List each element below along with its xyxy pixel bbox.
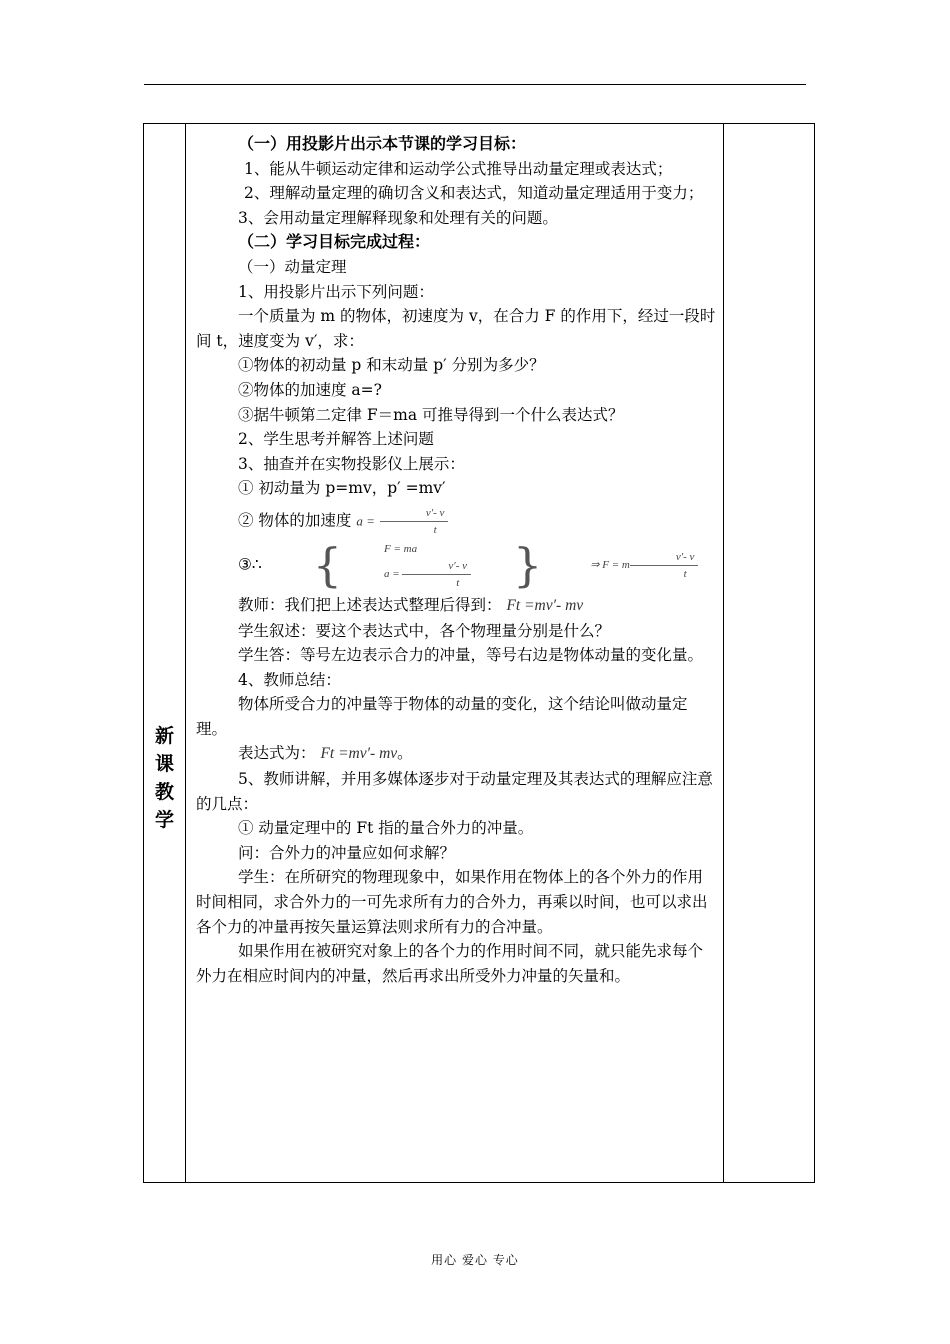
paragraph: 学生叙述：要这个表达式中，各个物理量分别是什么？	[238, 621, 611, 640]
column-divider	[723, 124, 724, 1182]
paragraph: 学生：在所研究的物理现象中，如果作用在物体上的各个外力的作用时间相同，求合外力的一可先求所有力的合外力，再乘以时间，也可以求出各个力的冲量再按矢量运算法则求所有力的合冲量。	[196, 868, 708, 936]
paragraph: 3、抽查并在实物投影仪上展示：	[238, 454, 465, 473]
paragraph: 2、学生思考并解答上述问题	[238, 430, 434, 449]
paragraph: 1、用投影片出示下列问题：	[238, 282, 434, 301]
section-heading: （二）学习目标完成过程：	[238, 232, 431, 252]
question-item: ③据牛顿第二定律 F＝ma 可推导得到一个什么表达式？	[238, 405, 624, 424]
section-label: 新 课 教 学	[154, 725, 174, 831]
paragraph: ① 动量定理中的 Ft 指的量合外力的冲量。	[238, 819, 534, 838]
acceleration-formula: $\frac{v'- v}{t}$	[380, 505, 449, 538]
paragraph: 4、教师总结：	[238, 670, 341, 689]
goal-item: 2、理解动量定理的确切含义和表达式，知道动量定理适用于变力；	[244, 184, 704, 203]
lesson-table	[143, 123, 815, 1183]
paragraph: 学生答：等号左边表示合力的冲量，等号右边是物体动量的变化量。	[238, 646, 704, 665]
question-item: ②物体的加速度 a=?	[238, 380, 382, 399]
page-footer: 用心 爱心 专心	[431, 1253, 519, 1267]
momentum-theorem-formula: Ft =mv′- mv	[506, 596, 584, 614]
goal-item: 3、会用动量定理解释现象和处理有关的问题。	[238, 208, 558, 227]
paragraph: 表达式为： Ft =mv′- mv。	[238, 744, 413, 763]
momentum-theorem-formula: Ft =mv′- mv	[320, 745, 398, 763]
column-divider	[185, 124, 186, 1182]
paragraph: 物体所受合力的冲量等于物体的动量的变化，这个结论叫做动量定理。	[196, 695, 688, 738]
lesson-content	[196, 132, 718, 988]
answer-item: ② 物体的加速度 a = $\frac{v'- v}{t}$	[196, 505, 718, 538]
goal-item: 1、能从牛顿运动定律和运动学公式推导出动量定理或表达式；	[244, 159, 673, 178]
paragraph: 如果作用在被研究对象上的各个力的作用时间不同，就只能先求每个外力在相应时间内的冲量，然后再求出所受外力冲量的矢量和。	[196, 942, 704, 985]
paragraph: 问：合外力的冲量应如何求解？	[238, 843, 456, 862]
paragraph: 一个质量为 m 的物体，初速度为 v，在合力 F 的作用下，经过一段时间 t，速度变为 v′，求：	[196, 307, 716, 350]
header-rule	[144, 84, 806, 85]
paragraph: 5、教师讲解，并用多媒体逐步对于动量定理及其表达式的理解应注意的几点：	[196, 770, 713, 813]
section-heading: （一）用投影片出示本节课的学习目标：	[238, 134, 527, 153]
subsection-title: （一）动量定理	[238, 257, 347, 276]
answer-item: ① 初动量为 p=mv，p′ =mv′	[238, 479, 446, 498]
question-item: ①物体的初动量 p 和末动量 p′ 分别为多少？	[238, 356, 545, 375]
answer-item: ③∴ { F = ma a = $\frac{v'- v}{t}$ } ⇒ F = m $\frac{v'- v}{t}$	[196, 540, 718, 591]
paragraph: 教师：我们把上述表达式整理后得到： Ft =mv′- mv	[238, 595, 584, 614]
equation-system: { F = ma a = $\frac{v'- v}{t}$ } ⇒ F = m $\frac{v'- v}{t}$	[271, 540, 699, 591]
